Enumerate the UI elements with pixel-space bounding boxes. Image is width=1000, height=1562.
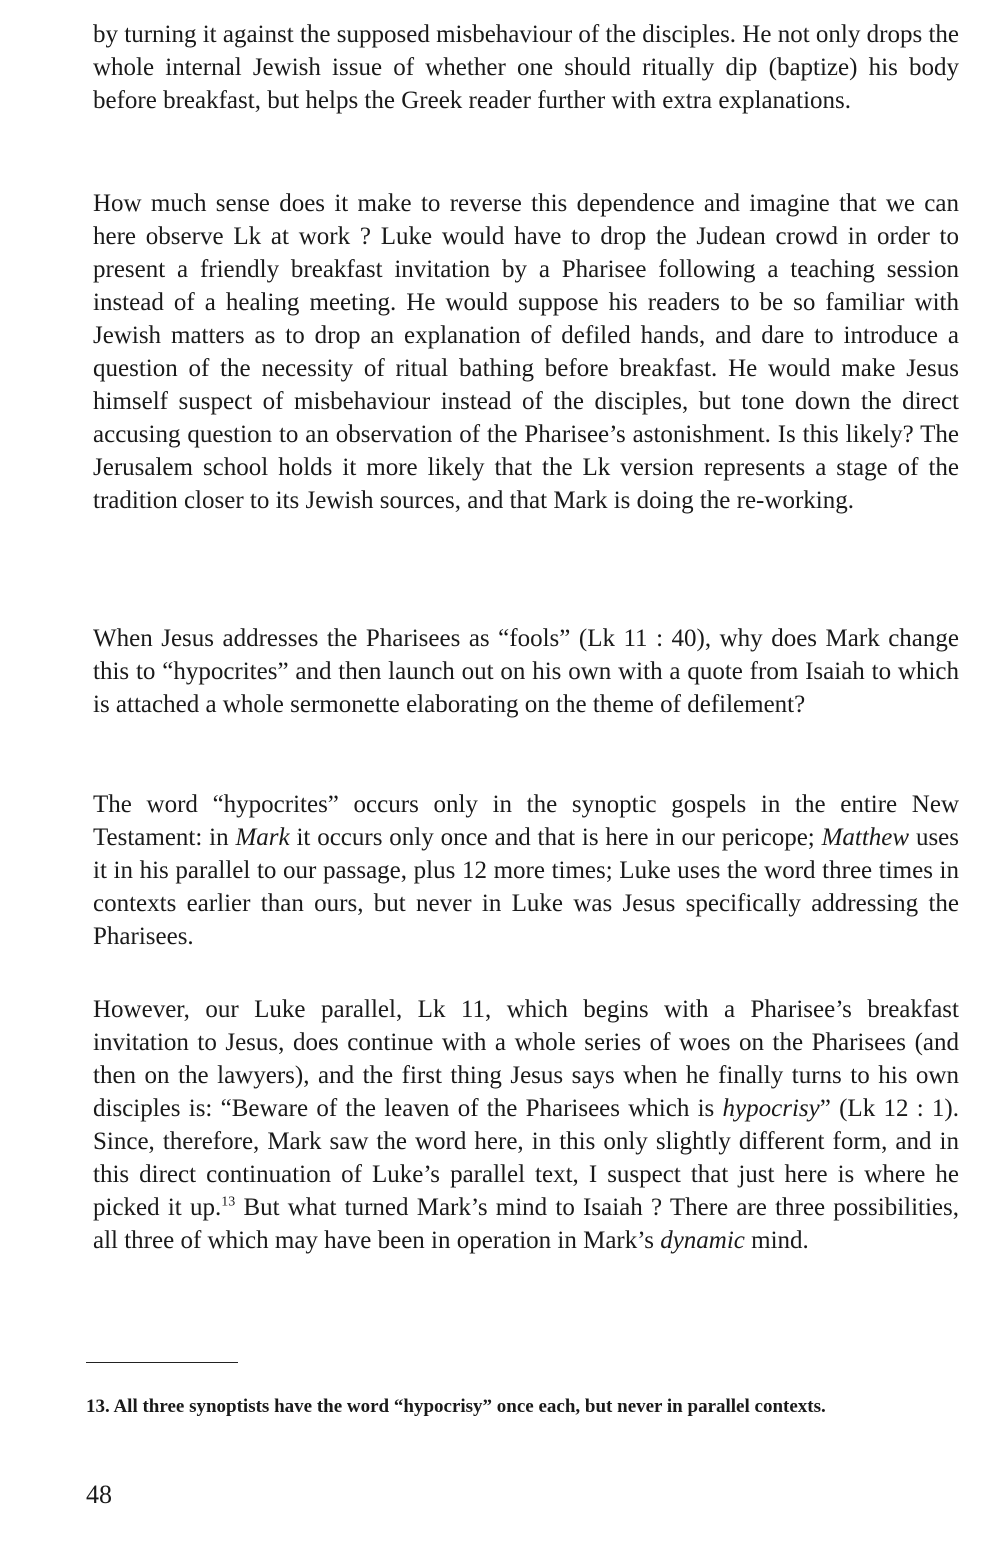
italic-mark: Mark	[235, 824, 290, 851]
page-number: 48	[86, 1480, 112, 1509]
paragraph-4	[93, 788, 959, 953]
footnote-text: All three synoptists have the word “hypocrisy” once each, but never in parallel contexts.	[109, 1396, 826, 1417]
paragraph-2	[93, 187, 959, 517]
footnote	[86, 1393, 952, 1420]
footnote-reference: 13	[221, 1194, 236, 1210]
italic-hypocrisy: hypocrisy	[722, 1095, 820, 1122]
paragraph-1-text: by turning it against the supposed misbehaviour of the disciples. He not only drops the whole internal Jewish issue of whether one should ritually dip (baptize) his body before breakfast, but helps the Greek reader further with extra explanations.	[93, 21, 959, 114]
paragraph-5-text-d: mind.	[744, 1227, 809, 1254]
italic-dynamic: dynamic	[660, 1227, 745, 1254]
paragraph-5-text-c: But what turned Mark’s mind to Isaiah ? There are three possibilities, all three of which may have been in operation in Mark’s	[93, 1194, 960, 1254]
paragraph-5-text-b: ” (Lk 12 : 1). Since, therefore, Mark saw the word here, in this only slightly different form, and in this direct continuation of Luke’s parallel text, I suspect that just here is where he picked it up.	[93, 1095, 959, 1221]
paragraph-3	[93, 622, 959, 721]
paragraph-5-text-a: However, our Luke parallel, Lk 11, which begins with a Pharisee’s breakfast invitation to Jesus, does continue with a whole series of woes on the Pharisees (and then on the lawyers), and the first thing Jesus says when he finally turns to his own disciples is: “Beware of the leaven of the Pharisees which is	[93, 996, 959, 1122]
italic-matthew: Matthew	[821, 824, 910, 851]
paragraph-4-text-c: uses it in his parallel to our passage, plus 12 more times; Luke uses the word three times in contexts earlier than ours, but never in Luke was Jesus specifically addressing the Pharisees.	[93, 824, 959, 950]
paragraph-3-text: When Jesus addresses the Pharisees as “fools” (Lk 11 : 40), why does Mark change this to “hypocrites” and then launch out on his own with a quote from Isaiah to which is attached a whole sermonette elaborating on the theme of defilement?	[93, 625, 959, 718]
footnote-number: 13.	[86, 1396, 110, 1417]
paragraph-4-text-b: it occurs only once and that is here in our pericope;	[289, 824, 822, 851]
paragraph-4-text-a: The word “hypocrites” occurs only in the synoptic gospels in the entire New Testament: in	[93, 791, 959, 851]
paragraph-2-text: How much sense does it make to reverse this dependence and imagine that we can here observe Lk at work ? Luke would have to drop the Judean crowd in order to present a friendly breakfast invitation by a Pharisee following a teaching session instead of a healing meeting. He would suppose his readers to be so familiar with Jewish matters as to drop an explanation of defiled hands, and dare to introduce a question of the necessity of ritual bathing before breakfast. He would make Jesus himself suspect of misbehaviour instead of the disciples, but tone down the direct accusing question to an observation of the Pharisee’s astonishment. Is this likely? The Jerusalem school holds it more likely that the Lk version represents a stage of the tradition closer to its Jewish sources, and that Mark is doing the re-working.	[93, 190, 959, 514]
footnote-divider	[86, 1362, 238, 1363]
paragraph-1	[93, 18, 959, 117]
paragraph-5	[93, 993, 959, 1257]
